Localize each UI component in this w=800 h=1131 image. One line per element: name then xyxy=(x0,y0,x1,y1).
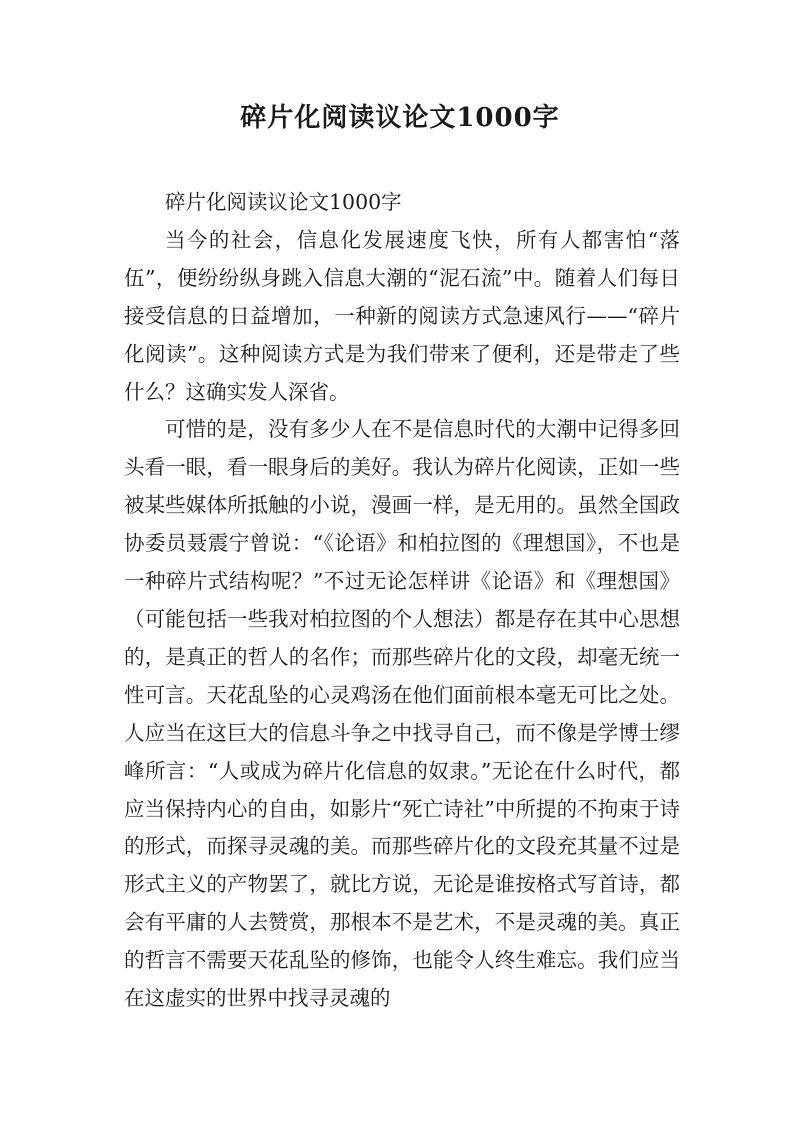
body-paragraph: 可惜的是，没有多少人在不是信息时代的大潮中记得多回头看一眼，看一眼身后的美好。我认为碎片化阅读，正如一些被某些媒体所抵触的小说，漫画一样，是无用的。虽然全国政协委员聂震宁曾说：“《论语》和柏拉图的《理想国》，不也是一种碎片式结构呢？”不过无论怎样讲《论语》和《理想国》（可能包括一些我对柏拉图的个人想法）都是存在其中心思想的，是真正的哲人的名作；而那些碎片化的文段，却毫无统一性可言。天花乱坠的心灵鸡汤在他们面前根本毫无可比之处。人应当在这巨大的信息斗争之中找寻自己，而不像是学博士缪峰所言：“人或成为碎片化信息的奴隶。”无论在什么时代，都应当保持内心的自由，如影片“死亡诗社”中所提的不拘束于诗的形式，而探寻灵魂的美。而那些碎片化的文段充其量不过是形式主义的产物罢了，就比方说，无论是谁按格式写首诗，都会有平庸的人去赞赏，那根本不是艺术，不是灵魂的美。真正的哲言不需要天花乱坠的修饰，也能令人终生难忘。我们应当在这虚实的世界中找寻灵魂的 xyxy=(124,417,680,1011)
document-title: 碎片化阅读议论文1000字 xyxy=(240,103,560,133)
subtitle-paragraph: 碎片化阅读议论文1000字 xyxy=(165,190,402,214)
document-body xyxy=(124,184,680,1018)
body-paragraph: 当今的社会，信息化发展速度飞快，所有人都害怕“落伍”，便纷纷纵身跳入信息大潮的“泥石流”中。随着人们每日接受信息的日益增加，一种新的阅读方式急速风行——“碎片化阅读”。这种阅读方式是为我们带来了便利，还是带走了些什么？这确实发人深省。 xyxy=(124,227,680,404)
